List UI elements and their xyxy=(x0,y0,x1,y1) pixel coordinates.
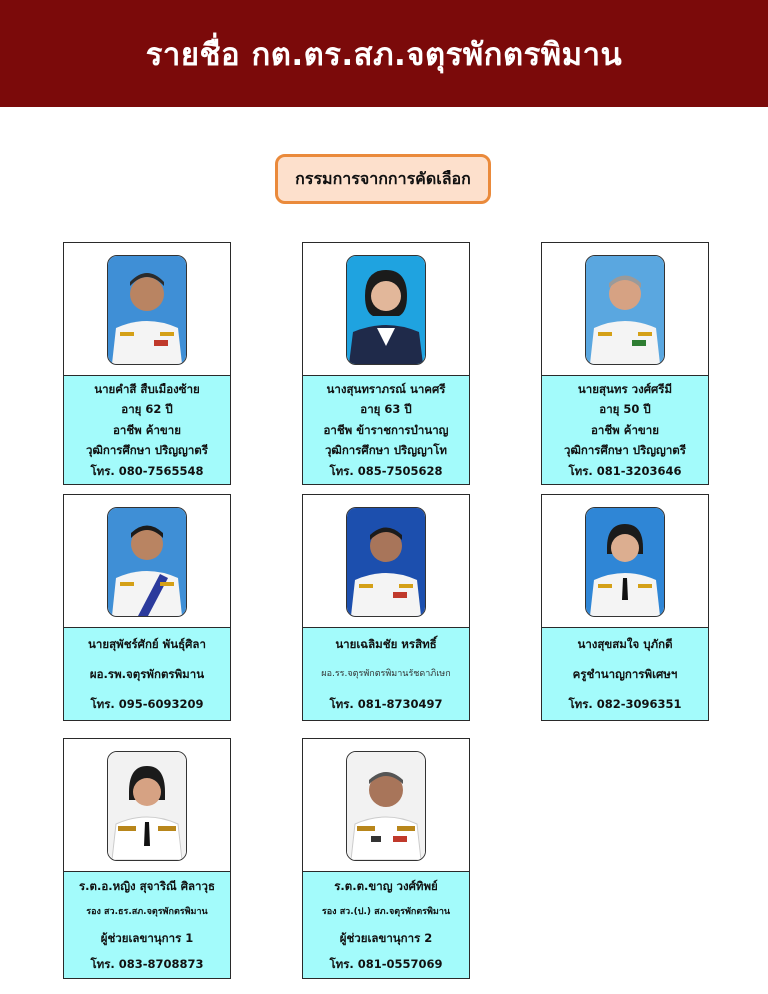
member-age: อายุ 62 ปี xyxy=(121,402,173,417)
member-age: อายุ 50 ปี xyxy=(599,402,651,417)
member-age: อายุ 63 ปี xyxy=(360,402,412,417)
member-job: อาชีพ ค้าขาย xyxy=(591,422,659,437)
member-role: ผอ.รพ.จตุรพักตรพิมาน xyxy=(89,667,205,681)
member-card xyxy=(302,738,470,979)
member-job: อาชีพ ค้าขาย xyxy=(113,422,181,437)
member-name: นางสุขสมใจ บุภักดี xyxy=(577,637,673,651)
member-name: นายเฉลิมชัย หรสิทธิ์ xyxy=(335,637,437,651)
member-position: ผู้ช่วยเลขานุการ 2 xyxy=(339,931,433,945)
member-education: วุฒิการศึกษา ปริญญาตรี xyxy=(86,443,208,458)
portrait-photo xyxy=(107,255,187,365)
portrait-photo xyxy=(346,507,426,617)
member-job: อาชีพ ข้าราชการบำนาญ xyxy=(323,422,449,437)
member-education: วุฒิการศึกษา ปริญญาตรี xyxy=(564,443,686,458)
member-name: นายสุนทร วงศ์ศรีมี xyxy=(577,381,673,396)
page-title: รายชื่อ กต.ตร.สภ.จตุรพักตรพิมาน xyxy=(145,36,623,73)
portrait-photo xyxy=(346,255,426,365)
member-education: วุฒิการศึกษา ปริญญาโท xyxy=(324,443,448,458)
member-name: นายสุพัชร์ศักย์ พันธุ์ศิลา xyxy=(88,637,206,651)
member-name: ร.ต.อ.หญิง สุจาริณี ศิลาวุธ xyxy=(78,879,215,893)
member-phone: โทร. 080-7565548 xyxy=(90,463,204,478)
member-name: ร.ต.ต.ขาญ วงศ์ทิพย์ xyxy=(334,879,438,893)
member-name: นางสุนทราภรณ์ นาคศรี xyxy=(326,381,446,396)
member-card xyxy=(63,494,231,721)
member-role: ครูชำนาญการพิเศษฯ xyxy=(572,667,678,681)
member-name: นายคำสี สืบเมืองซ้าย xyxy=(94,381,200,396)
member-phone: โทร. 085-7505628 xyxy=(329,463,443,478)
member-role: รอง สว.ธร.สภ.จตุรพักตรพิมาน xyxy=(86,907,208,917)
member-phone: โทร. 081-0557069 xyxy=(329,957,443,971)
member-role: รอง สว.(ป.) สภ.จตุรพักตรพิมาน xyxy=(321,907,451,917)
member-position: ผู้ช่วยเลขานุการ 1 xyxy=(100,931,194,945)
portrait-photo xyxy=(585,255,665,365)
member-card xyxy=(63,242,231,485)
member-role: ผอ.รร.จตุรพักตรพิมานรัชดาภิเษก xyxy=(321,669,451,679)
member-phone: โทร. 082-3096351 xyxy=(568,697,682,711)
member-card xyxy=(302,494,470,721)
portrait-photo xyxy=(107,751,187,861)
portrait-photo xyxy=(346,751,426,861)
member-card xyxy=(541,494,709,721)
member-card xyxy=(63,738,231,979)
portrait-photo xyxy=(585,507,665,617)
section-label: กรรมการจากการคัดเลือก xyxy=(275,154,491,204)
member-phone: โทร. 081-8730497 xyxy=(329,697,443,711)
portrait-photo xyxy=(107,507,187,617)
member-phone: โทร. 081-3203646 xyxy=(568,463,682,478)
member-phone: โทร. 083-8708873 xyxy=(90,957,204,971)
member-card xyxy=(541,242,709,485)
member-card xyxy=(302,242,470,485)
page-header xyxy=(0,0,768,107)
member-phone: โทร. 095-6093209 xyxy=(90,697,204,711)
